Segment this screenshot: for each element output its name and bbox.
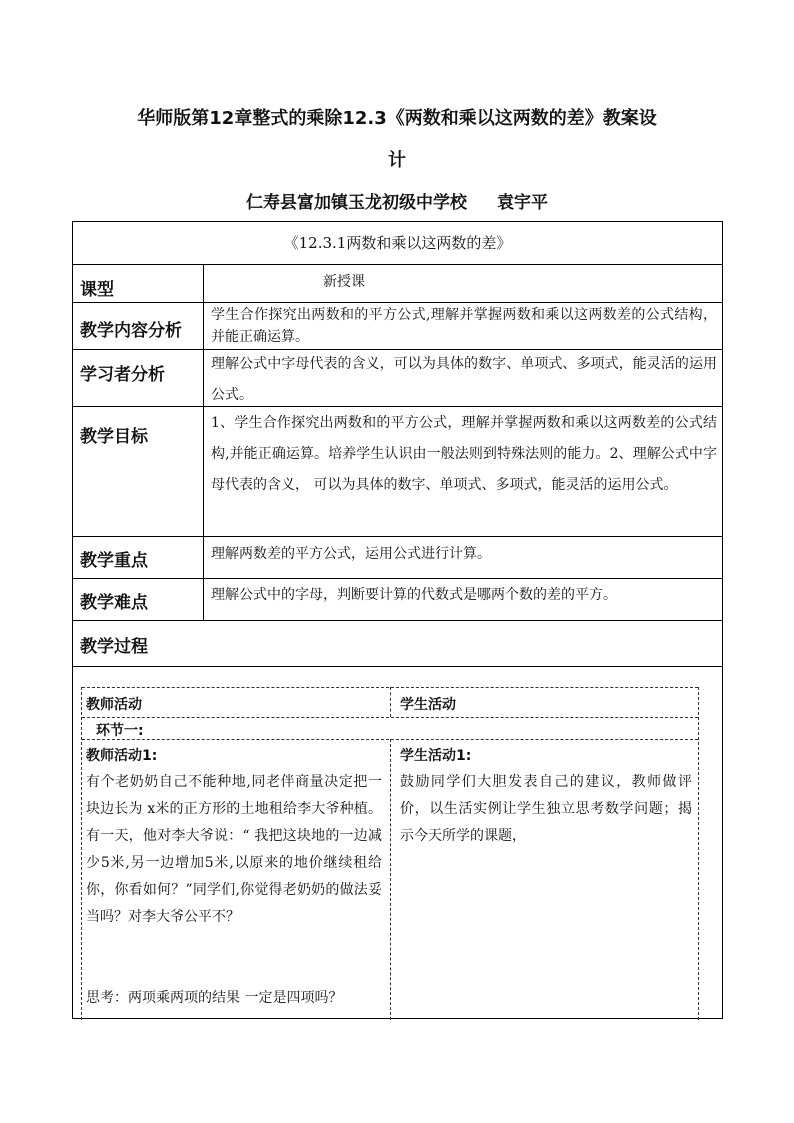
row-divider <box>73 302 722 303</box>
teacher-activity-1-question: 思考：两项乘两项的结果 一定是四项吗？ <box>86 990 343 1006</box>
row-label-objectives: 教学目标 <box>80 427 148 447</box>
row-content-content-analysis: 学生合作探究出两数和的平方公式,理解并掌握两数和乘以这两数差的公式结构，并能正确运算。 <box>211 307 717 345</box>
student-activity-1-text: 鼓励同学们大胆发表自己的建议，教师做评价，以生活实例让学生独立思考数学问题；揭示今天所学的课题， <box>400 774 692 844</box>
teacher-activity-1-title: 教师活动1: <box>86 748 158 764</box>
row-label-type: 课型 <box>80 280 114 300</box>
teacher-activity-header: 教师活动 <box>86 697 142 713</box>
row-label-key-points: 教学重点 <box>80 551 148 571</box>
lesson-plan-table <box>72 221 723 1019</box>
teacher-activity-1-text: 有个老奶奶自己不能种地,同老伴商量决定把一块边长为 x米的正方形的土地租给李大爷种植。有一天，他对李大爷说：“ 我把这块地的一边减少5米,另一边增加5米,以原来的地价继续租给你，你看如何？”同学们,你觉得老奶奶的做法妥当吗？对李大爷公平不？ <box>86 774 382 925</box>
row-content-difficulties: 理解公式中的字母，判断要计算的代数式是哪两个数的差的平方。 <box>211 587 617 603</box>
row-content-key-points: 理解两数差的平方公式，运用公式进行计算。 <box>211 546 491 562</box>
student-activity-header: 学生活动 <box>400 697 456 713</box>
lesson-title: 《12.3.1两数和乘以这两数的差》 <box>283 234 512 252</box>
document-title: 华师版第12章整式的乘除12.3《两数和乘以这两数的差》教案设 <box>137 108 657 129</box>
row-divider <box>73 536 722 537</box>
row-label-learner-analysis: 学习者分析 <box>80 365 165 385</box>
row-label-content-analysis: 教学内容分析 <box>80 321 182 341</box>
row-divider <box>73 620 722 621</box>
row-content-learner-analysis: 理解公式中字母代表的含义，可以为具体的数字、单项式、多项式，能灵活的运用公式。 <box>211 356 717 403</box>
row-divider <box>73 666 722 667</box>
student-activity-1-title: 学生活动1: <box>400 748 472 764</box>
row-label-difficulties: 教学难点 <box>80 593 148 613</box>
row-content-objectives: 1、学生合作探究出两数和的平方公式，理解并掌握两数和乘以这两数差的公式结构,并能正确运算。培养学生认识由一般法则到特殊法则的能力。2、理解公式中字母代表的含义， 可以为具体的数字、单项式、多项式，能灵活的运用公式。 <box>211 415 717 493</box>
process-column-divider <box>390 739 391 1020</box>
school-author-line <box>90 188 704 213</box>
stage-label: 环节一: <box>96 723 144 739</box>
row-content-type: 新授课 <box>323 274 365 290</box>
row-label-process: 教学过程 <box>80 637 148 657</box>
row-divider <box>73 578 722 579</box>
process-divider <box>82 717 698 718</box>
process-column-divider <box>390 687 391 717</box>
school-name: 仁寿县富加镇玉龙初级中学校 <box>246 193 467 213</box>
process-table <box>81 687 699 1020</box>
column-divider <box>203 264 204 620</box>
row-divider <box>73 264 722 265</box>
document-title-continued: 计 <box>388 150 406 171</box>
author-name: 袁宇平 <box>497 193 548 213</box>
